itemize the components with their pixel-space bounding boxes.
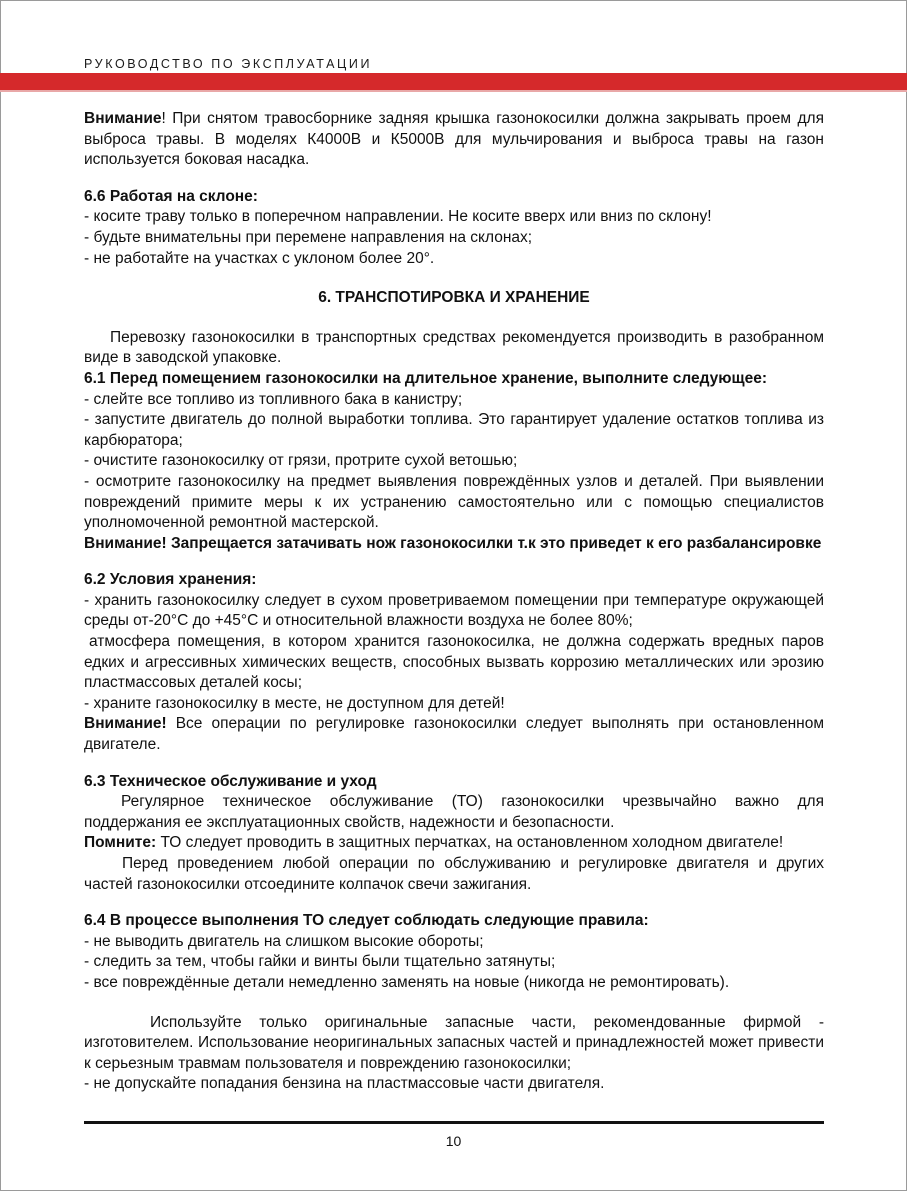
section-title: 6. ТРАНСПОТИРОВКА И ХРАНЕНИЕ	[318, 289, 590, 307]
conditions-item: атмосфера помещения, в котором хранится газонокосилка, не должна содержать вредных паров едких и агрессивных химических веществ, способных вызвать коррозию металлических или эрозию пластмассовых деталей косы;	[84, 633, 824, 692]
slope-item: - косите траву только в поперечном направлении. Не косите вверх или вниз по склону!	[84, 208, 712, 226]
slope-item: - будьте внимательны при перемене направления на склонах;	[84, 228, 533, 246]
maintenance-heading: 6.3 Техническое обслуживание и уход	[84, 772, 377, 790]
parts-item: - не допускайте попадания бензина на пластмассовые части двигателя.	[84, 1075, 605, 1093]
attention-label: Внимание	[84, 110, 162, 127]
conditions-item: - храните газонокосилку в месте, не доступном для детей!	[84, 694, 505, 712]
storage-prep-item: - слейте все топливо из топливного бака в канистру;	[84, 390, 463, 408]
storage-prep-item: - осмотрите газонокосилку на предмет выявления повреждённых узлов и деталей. При выявлении повреждений примите меры к их устранению самостоятельно или с помощью специалистов уполномоченной ремонтной мастерской.	[84, 472, 824, 532]
slope-item: - не работайте на участках с уклоном более 20°.	[84, 249, 435, 267]
slope-heading: 6.6 Работая на склоне:	[84, 187, 258, 205]
top-attention-note	[84, 109, 824, 171]
rules-heading: 6.4 В процессе выполнения ТО следует соблюдать следующие правила:	[84, 912, 649, 930]
header-bar-shadow	[0, 90, 907, 92]
maintenance-paragraph: Перед проведением любой операции по обслуживанию и регулировке двигателя и других частей газонокосилки отсоедините колпачок свечи зажигания.	[84, 855, 824, 893]
footer-rule	[84, 1121, 824, 1124]
rules-item: - все повреждённые детали немедленно заменять на новые (никогда не ремонтировать).	[84, 973, 730, 991]
attention-text: ! При снятом травосборнике задняя крышка газонокосилки должна закрывать проем для выброса травы. В моделях К4000В и К5000В для мульчирования и выброса травы на газон используется боковая насадка.	[84, 110, 824, 169]
conditions-heading: 6.2 Условия хранения:	[84, 571, 257, 589]
transport-intro: Перевозку газонокосилки в транспортных средствах рекомендуется производить в разобранном виде в заводской упаковке.	[84, 328, 824, 367]
conditions-note	[84, 714, 824, 755]
parts-paragraph: Используйте только оригинальные запасные части, рекомендованные фирмой - изготовителем. Использование неоригинальных запасных частей и принадлежностей может привести к серьезным травмам пользователя и повреждению газонокосилки;	[84, 1013, 824, 1072]
sharpening-warning: Внимание! Запрещается затачивать нож газонокосилки т.к это приведет к его разбалансировке	[84, 534, 822, 552]
maintenance-paragraph: Регулярное техническое обслуживание (ТО) газонокосилки чрезвычайно важно для поддержания ее эксплуатационных свойств, надежности и безопасности.	[84, 793, 824, 831]
storage-prep-heading: 6.1 Перед помещением газонокосилки на длительное хранение, выполните следующее:	[84, 369, 767, 387]
page-content	[84, 109, 824, 1095]
rules-item: - не выводить двигатель на слишком высокие обороты;	[84, 932, 484, 950]
remember-note	[84, 833, 824, 854]
running-header: РУКОВОДСТВО ПО ЭКСПЛУАТАЦИИ	[84, 57, 373, 71]
storage-prep-item: - запустите двигатель до полной выработки топлива. Это гарантирует удаление остатков топлива из карбюратора;	[84, 411, 824, 449]
conditions-note-text: Все операции по регулировке газонокосилки следует выполнять при остановленном двигателе.	[84, 715, 824, 754]
rules-item: - следить за тем, чтобы гайки и винты были тщательно затянуты;	[84, 953, 556, 971]
conditions-note-label: Внимание!	[84, 715, 167, 733]
conditions-item: - хранить газонокосилку следует в сухом проветриваемом помещении при температуре окружающей среды от-20°С до +45°С и относительной влажности воздуха не более 80%;	[84, 591, 824, 630]
page-number: 10	[445, 1133, 462, 1149]
storage-prep-item: - очистите газонокосилку от грязи, протрите сухой ветошью;	[84, 452, 518, 470]
remember-label: Помните:	[84, 834, 157, 852]
remember-text: ТО следует проводить в защитных перчатках, на остановленном холодном двигателе!	[156, 834, 784, 852]
header-accent-bar	[0, 73, 907, 90]
